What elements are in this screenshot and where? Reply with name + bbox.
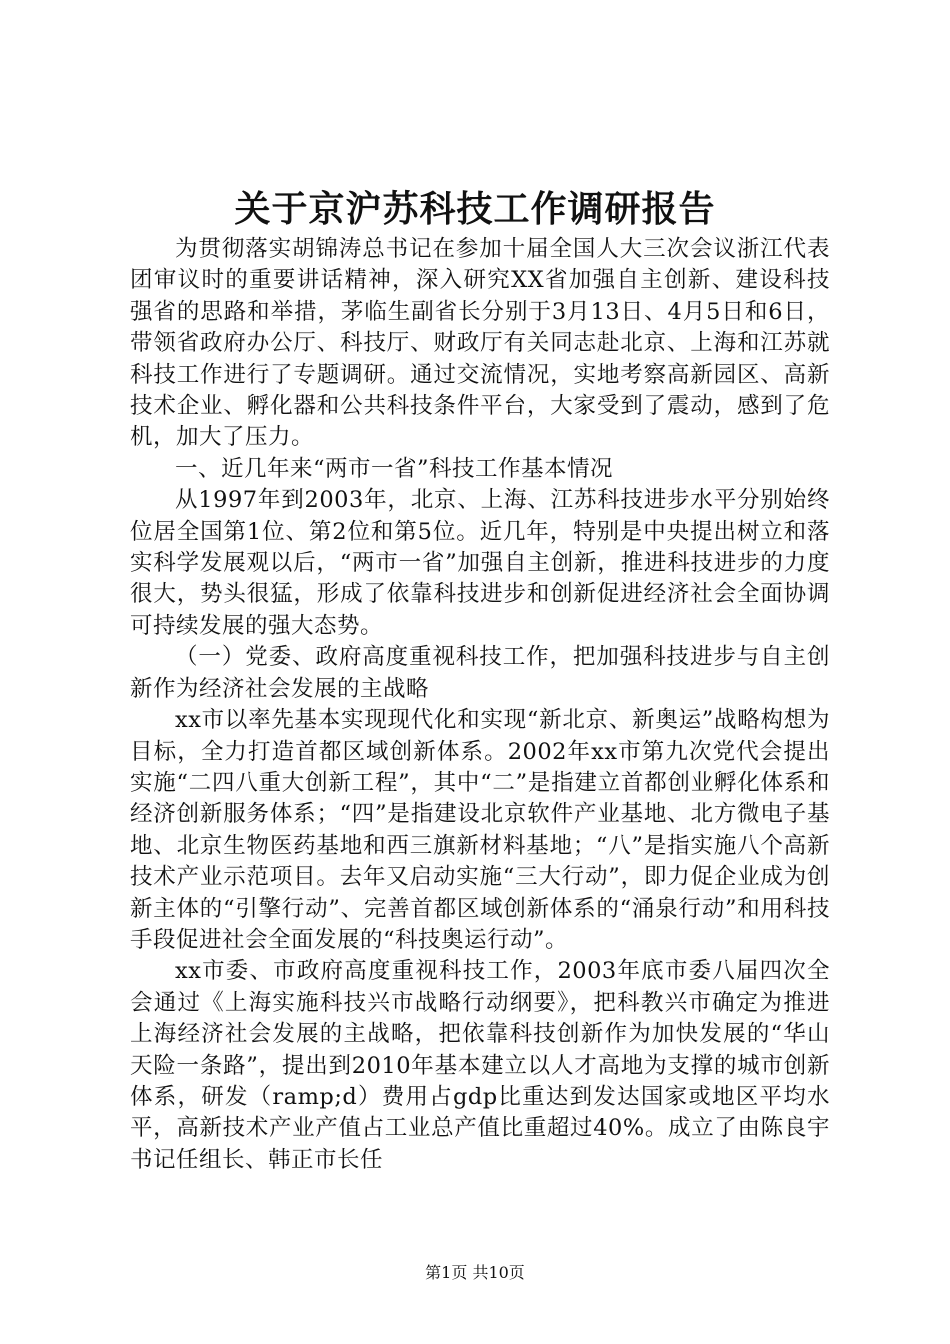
page-number-footer: 第1页 共10页 — [425, 1263, 525, 1282]
document-title: 关于京沪苏科技工作调研报告 — [234, 188, 716, 230]
document-body — [130, 234, 830, 1176]
paragraph-shanghai: xx市委、市政府高度重视科技工作，2003年底市委八届四次全会通过《上海实施科技兴市战略行动纲要》，把科教兴市确定为推进上海经济社会发展的主战略，把依靠科技创新作为加快发展的“华山天险一条路”，提出到2010年基本建立以人才高地为支撑的城市创新体系，研发（ramp;d）费用占gdp比重达到发达国家或地区平均水平，高新技术产业产值占工业总产值比重超过40%。成立了由陈良宇书记任组长、韩正市长任 — [130, 958, 830, 1173]
section-heading-1: 一、近几年来“两市一省”科技工作基本情况 — [175, 455, 614, 482]
subsection-heading-1: （一）党委、政府高度重视科技工作，把加强科技进步与自主创新作为经济社会发展的主战略 — [130, 644, 830, 702]
paragraph-overview: 从1997年到2003年，北京、上海、江苏科技进步水平分别始终位居全国第1位、第2位和第5位。近几年，特别是中央提出树立和落实科学发展观以后，“两市一省”加强自主创新，推进科技进步的力度很大，势头很猛，形成了依靠科技进步和创新促进经济社会全面协调可持续发展的强大态势。 — [130, 487, 830, 639]
paragraph-beijing: xx市以率先基本实现现代化和实现“新北京、新奥运”战略构想为目标，全力打造首都区域创新体系。2002年xx市第九次党代会提出实施“二四八重大创新工程”，其中“二”是指建立首都创业孵化体系和经济创新服务体系；“四”是指建设北京软件产业基地、北方微电子基地、北京生物医药基地和西三旗新材料基地；“八”是指实施八个高新技术产业示范项目。去年又启动实施“三大行动”，即力促企业成为创新主体的“引擎行动”、完善首都区域创新体系的“涌泉行动”和用科技手段促进社会全面发展的“科技奥运行动”。 — [130, 707, 830, 953]
paragraph-intro: 为贯彻落实胡锦涛总书记在参加十届全国人大三次会议浙江代表团审议时的重要讲话精神，深入研究XX省加强自主创新、建设科技强省的思路和举措，茅临生副省长分别于3月13日、4月5日和6日，带领省政府办公厅、科技厅、财政厅有关同志赴北京、上海和江苏就科技工作进行了专题调研。通过交流情况，实地考察高新园区、高新技术企业、孵化器和公共科技条件平台，大家受到了震动，感到了危机，加大了压力。 — [130, 236, 830, 451]
